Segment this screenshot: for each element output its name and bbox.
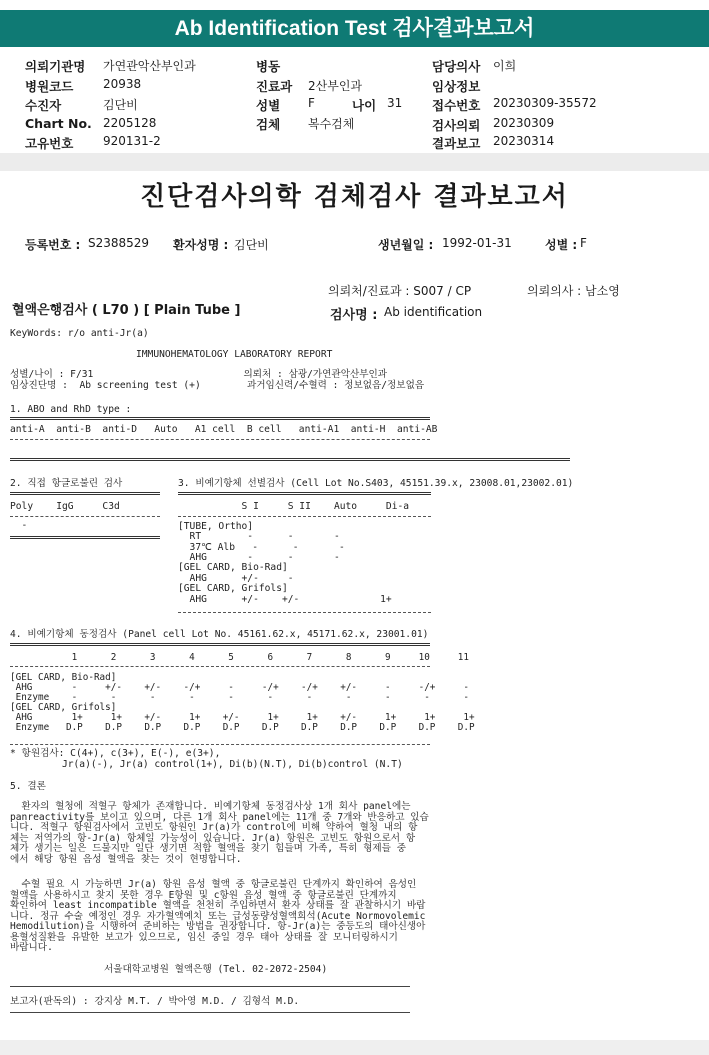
info-label: 의뢰기관명	[25, 59, 86, 74]
patient-label: 환자성명 :	[173, 238, 229, 252]
section-5-title: 5. 결론	[10, 781, 46, 792]
reporter: 보고자(판독의) : 강지상 M.T. / 박아영 M.D. / 김형석 M.D.	[10, 996, 300, 1007]
info-label: 고유번호	[25, 136, 74, 151]
info-value: 가연관악산부인과	[103, 59, 196, 73]
info-label: 담당의사	[432, 59, 481, 74]
panel-results: [GEL CARD, Bio-Rad] AHG - +/- +/- -/+ - -/+ -/+ +/- - -/+ - Enzyme - - - - - - - - - - - [GEL CARD, Grifols] AHG 1+ 1+ +/- 1+ +/- 1+ 1+ +/- 1+ 1+ 1+ Enzyme D.P D.P D.P D.P D.P D.P D.P D.P D.P D.P D.P	[10, 672, 475, 734]
screening-header: S I S II Auto Di-a	[178, 501, 410, 512]
antigen-test-line-1: * 항원검사: C(4+), c(3+), E(-), e(3+),	[10, 748, 221, 759]
double-rule	[10, 417, 430, 420]
info-value: 20938	[103, 77, 142, 91]
double-rule	[178, 492, 431, 495]
dob-value: 1992-01-31	[442, 236, 512, 250]
info-value: 2205128	[103, 116, 157, 130]
dat-value: -	[10, 520, 28, 531]
section-2-title: 2. 직접 항글로불린 검사	[10, 478, 123, 489]
info-value: 이희	[493, 59, 517, 73]
info-label: 검체	[256, 117, 281, 132]
report-banner: Ab Identification Test 검사결과보고서	[0, 10, 709, 47]
info-label: 성별	[256, 98, 281, 113]
info-value: F	[308, 96, 315, 110]
conclusion-paragraph-2: 수혈 필요 시 가능하면 Jr(a) 항원 음성 혈액 중 항글로불린 단계까지 확인하여 음성인 혈액을 사용하시고 찾지 못한 경우 E항원 및 c항원 음성 혈액 중 항글로불린 단계까지 확인하여 least incompatible 혈액을 천천히 주입하면서 환자 상태를 잘 관찰하시기 바랍 니다. 정규 수술 예정인 경우 자가혈액예치 또는 급성동량성혈액희석(Acute Normovolemic Hemodilution)을 시행하여 준비하는 방법을 권장합니다. 항-Jr(a)는 중등도의 태아신생아 용혈성질환을 유발한 보고가 있으므로, 임신 중일 경우 태아 상태를 잘 모니터링하시기 바랍니다.	[10, 879, 426, 954]
info-label: Chart No.	[25, 116, 92, 131]
sex-label: 성별 :	[545, 238, 578, 252]
double-rule	[10, 492, 160, 495]
info-value: 31	[387, 96, 403, 110]
lab-info-line-1: 성별/나이 : F/31 의뢰처 : 삼광/가연관악산부인과	[10, 369, 388, 380]
double-rule	[10, 458, 570, 461]
keywords: KeyWords: r/o anti-Jr(a)	[10, 328, 149, 339]
info-label: 접수번호	[432, 98, 481, 113]
single-rule	[10, 666, 430, 667]
requesting-doctor: 의뢰의사 : 남소영	[527, 284, 620, 298]
section-3-title: 3. 비예기항체 선별검사 (Cell Lot No.S403, 45151.39.x, 23008.01,23002.01)	[178, 478, 574, 489]
blood-bank-contact: 서울대학교병원 혈액은행 (Tel. 02-2072-2504)	[104, 964, 328, 975]
test-name-value: Ab identification	[384, 305, 483, 319]
info-value: 20230314	[493, 134, 555, 148]
single-rule	[178, 516, 431, 517]
info-label: 나이	[352, 98, 377, 113]
test-title: 혈액은행검사 ( L70 ) [ Plain Tube ]	[12, 303, 241, 318]
info-label: 임상정보	[432, 79, 481, 94]
reg-value: S2388529	[88, 236, 150, 250]
info-label: 진료과	[256, 79, 293, 94]
double-rule	[10, 643, 430, 646]
antigen-test-line-2: Jr(a)(-), Jr(a) control(1+), Di(b)(N.T), Di(b)control (N.T)	[10, 759, 403, 770]
single-rule	[10, 986, 410, 987]
single-rule	[178, 612, 431, 613]
report-title: 진단검사의학 검체검사 결과보고서	[140, 182, 569, 212]
patient-value: 김단비	[234, 238, 269, 252]
lab-info-line-2: 임상진단명 : Ab screening test (+) 과거임신력/수혈력 : 정보없음/정보없음	[10, 380, 425, 391]
info-value: 920131-2	[103, 134, 161, 148]
info-value: 복수검체	[308, 117, 355, 131]
info-label: 병동	[256, 59, 281, 74]
conclusion-paragraph-1: 환자의 혈청에 적혈구 항체가 존재합니다. 비예기항체 동정검사상 1개 회사 panel에는 panreactivity를 보이고 있으며, 다른 1개 회사 panel에는 11개 중 7개와 반응하고 있습 니다. 적혈구 항원검사에서 고빈도 항원인 Jr(a)가 control에 비해 약하여 혈청 내의 항 체는 저역가의 항-Jr(a) 항체일 가능성이 있습니다. Jr(a) 항원은 고빈도 항원으로서 항 체가 생기는 일은 드물지만 일단 생기면 적합 혈액을 찾기 힘들며 가족, 특히 형제들 중 에서 해당 항원 음성 혈액을 찾는 것이 현명합니다.	[10, 801, 429, 865]
info-value: 2산부인과	[308, 79, 363, 93]
single-rule	[10, 516, 160, 517]
page-bottom-band	[0, 1040, 709, 1055]
info-label: 검사의뢰	[432, 118, 481, 133]
single-rule	[10, 744, 430, 745]
dat-header: Poly IgG C3d	[10, 501, 120, 512]
info-value: 김단비	[103, 98, 138, 112]
sex-value: F	[580, 236, 587, 250]
section-1-title: 1. ABO and RhD type :	[10, 404, 132, 415]
info-value: 20230309-35572	[493, 96, 597, 110]
lab-report-title: IMMUNOHEMATOLOGY LABORATORY REPORT	[136, 349, 333, 360]
double-rule	[10, 536, 160, 539]
section-4-title: 4. 비예기항체 동정검사 (Panel cell Lot No. 45161.62.x, 45171.62.x, 23001.01)	[10, 629, 429, 640]
requesting-dept: 의뢰처/진료과 : S007 / CP	[328, 284, 472, 298]
info-label: 수진자	[25, 98, 62, 113]
info-label: 결과보고	[432, 136, 481, 151]
abo-header: anti-A anti-B anti-D Auto A1 cell B cell anti-A1 anti-H anti-AB	[10, 424, 438, 435]
single-rule	[10, 1012, 410, 1013]
dob-label: 생년월일 :	[378, 238, 434, 252]
single-rule	[10, 439, 430, 440]
reg-label: 등록번호 :	[25, 238, 81, 252]
info-label: 병원코드	[25, 79, 74, 94]
screening-results: [TUBE, Ortho] RT - - - 37℃ Alb - - - AHG - - - [GEL CARD, Bio-Rad] AHG +/- - [GEL CARD, Grifols] AHG +/- +/- 1+	[178, 521, 392, 605]
panel-header: 1 2 3 4 5 6 7 8 9 10 11	[10, 652, 469, 663]
section-divider	[0, 153, 709, 171]
info-value: 20230309	[493, 116, 555, 130]
test-name-label: 검사명 :	[330, 308, 378, 323]
